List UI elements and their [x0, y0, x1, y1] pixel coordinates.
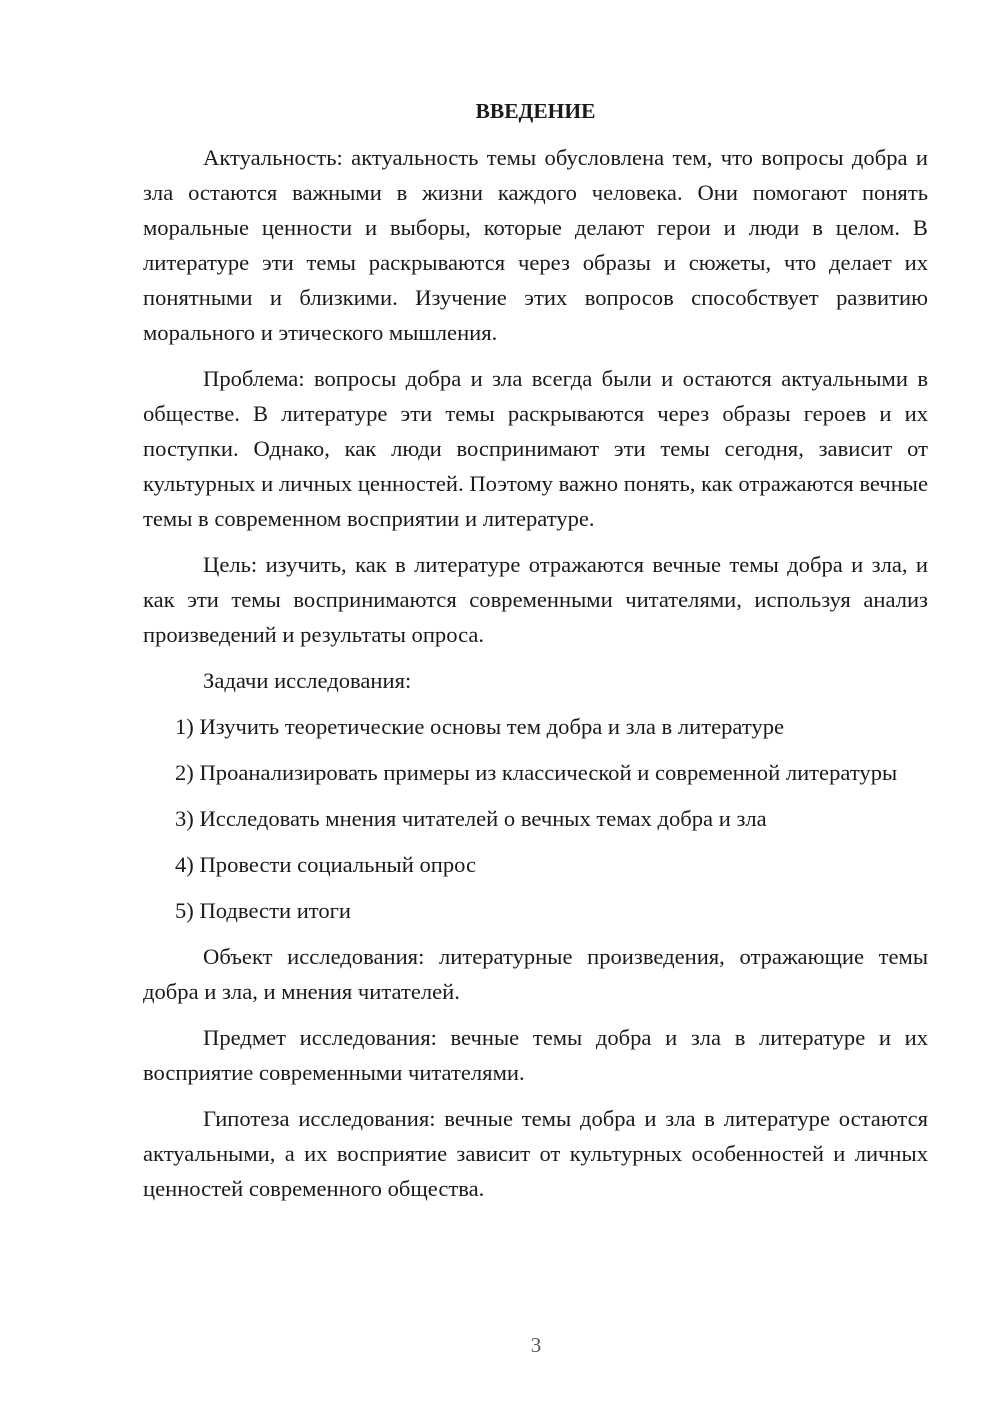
- object-paragraph: Объект исследования: литературные произведения, отражающие темы добра и зла, и мнения читателей.: [143, 944, 928, 1004]
- task-item: 4) Провести социальный опрос: [175, 852, 477, 877]
- task-item: 1) Изучить теоретические основы тем добра и зла в литературе: [175, 714, 785, 739]
- problem-paragraph: Проблема: вопросы добра и зла всегда были и остаются актуальными в обществе. В литературе эти темы раскрываются через образы героев и их поступки. Однако, как люди воспринимают эти темы сегодня, зависит от культурных и личных ценностей. Поэтому важно понять, как отражаются вечные темы в современном восприятии и литературе.: [143, 366, 928, 531]
- page-content: [143, 94, 928, 1217]
- task-item: 2) Проанализировать примеры из классической и современной литературы: [175, 760, 898, 785]
- page-title: ВВЕДЕНИЕ: [475, 99, 596, 123]
- subject-paragraph: Предмет исследования: вечные темы добра и зла в литературе и их восприятие современными читателями.: [143, 1025, 928, 1085]
- tasks-heading: Задачи исследования:: [203, 668, 412, 693]
- goal-paragraph: Цель: изучить, как в литературе отражаются вечные темы добра и зла, и как эти темы воспринимаются современными читателями, используя анализ произведений и результаты опроса.: [143, 552, 928, 647]
- hypothesis-paragraph: Гипотеза исследования: вечные темы добра и зла в литературе остаются актуальными, а их восприятие зависит от культурных особенностей и личных ценностей современного общества.: [143, 1106, 928, 1201]
- task-item: 5) Подвести итоги: [175, 898, 352, 923]
- task-item: 3) Исследовать мнения читателей о вечных темах добра и зла: [175, 806, 767, 831]
- page-number: 3: [530, 1333, 542, 1357]
- relevance-paragraph: Актуальность: актуальность темы обусловлена тем, что вопросы добра и зла остаются важными в жизни каждого человека. Они помогают понять моральные ценности и выборы, которые делают герои и люди в целом. В литературе эти темы раскрываются через образы и сюжеты, что делает их понятными и близкими. Изучение этих вопросов способствует развитию морального и этического мышления.: [143, 145, 928, 345]
